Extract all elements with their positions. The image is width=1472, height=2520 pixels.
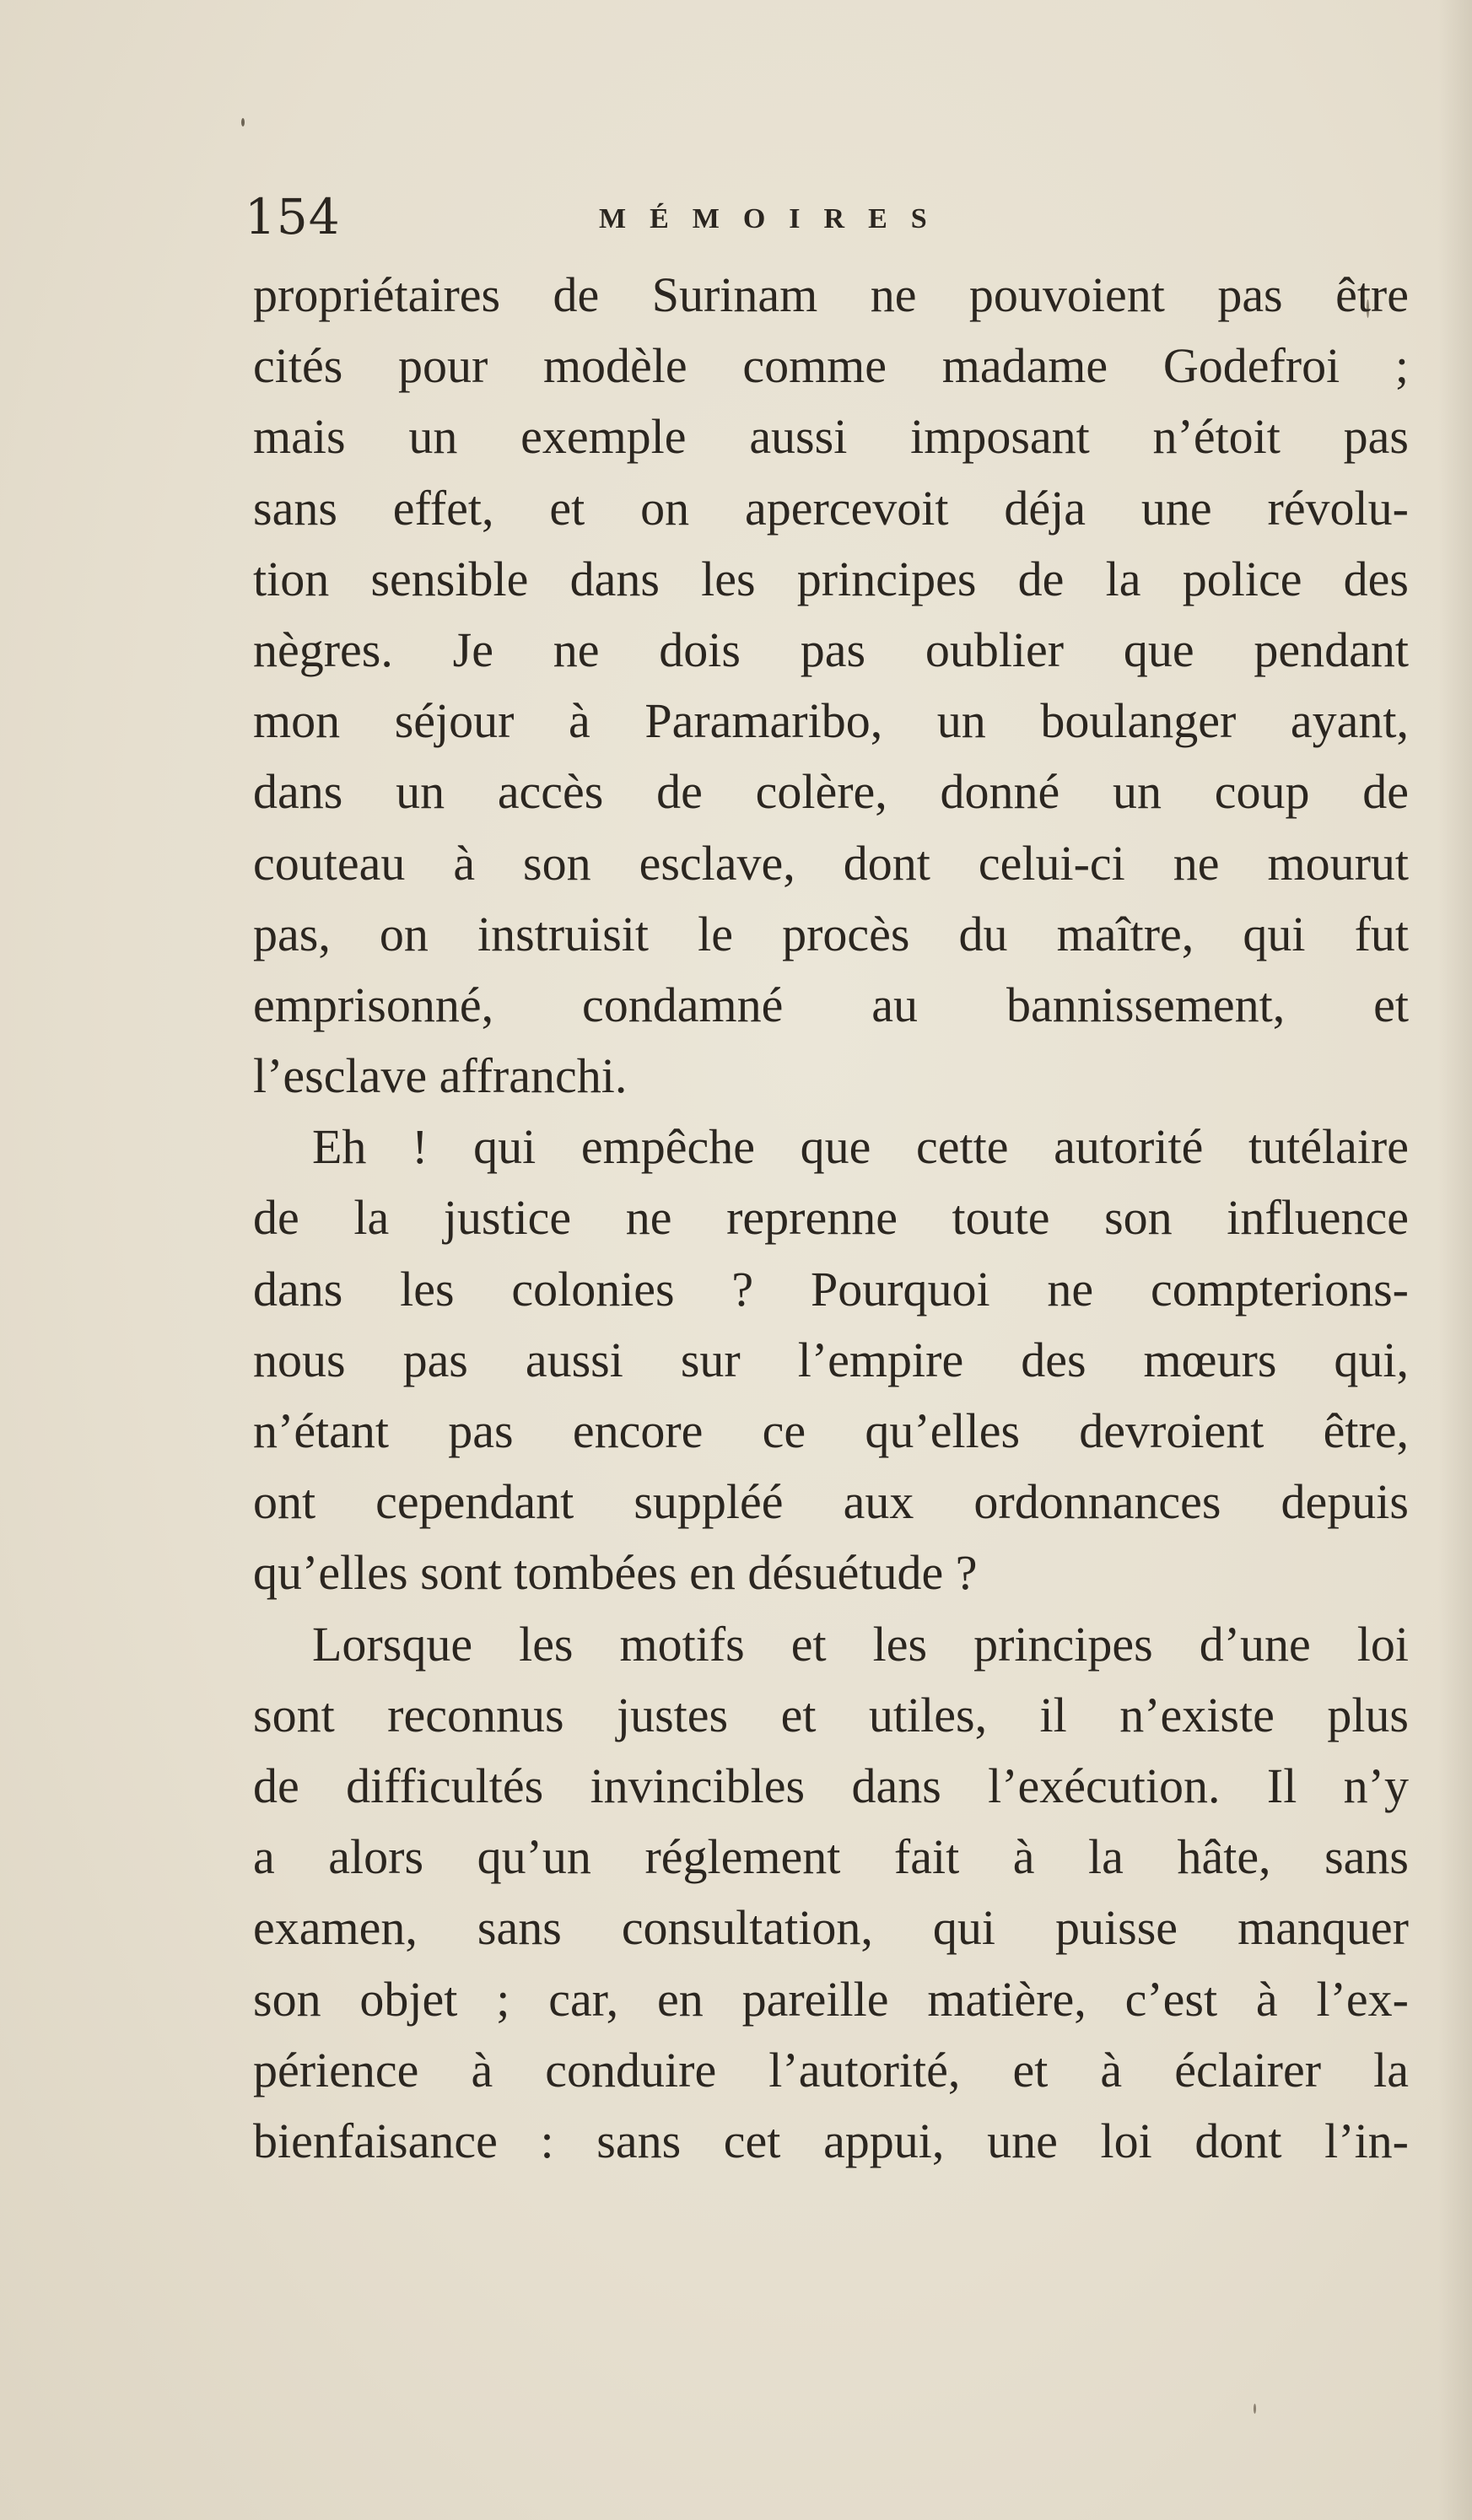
paragraph-start-line: Eh ! qui empêche que cette autorité tutélaire: [312, 1119, 1409, 1175]
page-edge-shadow: [1438, 0, 1472, 2520]
text-line: emprisonné, condamné au bannissement, et: [253, 977, 1409, 1032]
running-head: MÉMOIRES: [599, 203, 951, 234]
text-line: de difficultés invincibles dans l’exécution. Il n’y: [253, 1758, 1409, 1813]
text-line: dans les colonies ? Pourquoi ne compterions-: [253, 1261, 1409, 1317]
text-line: périence à conduire l’autorité, et à éclairer la: [253, 2042, 1409, 2097]
text-line: cités pour modèle comme madame Godefroi ;: [253, 338, 1409, 394]
body-text: [253, 260, 1409, 2177]
text-line: nègres. Je ne dois pas oublier que pendant: [253, 622, 1409, 677]
paragraph-end-line: l’esclave affranchi.: [253, 1048, 628, 1104]
text-line: sans effet, et on apercevoit déja une révolu-: [253, 480, 1409, 536]
text-line: a alors qu’un réglement fait à la hâte, sans: [253, 1829, 1409, 1885]
text-line: dans un accès de colère, donné un coup de: [253, 764, 1409, 820]
text-line: de la justice ne reprenne toute son influence: [253, 1190, 1409, 1246]
paper-speck: [1254, 2404, 1256, 2414]
text-line: bienfaisance : sans cet appui, une loi dont l’in-: [253, 2113, 1409, 2168]
text-line: couteau à son esclave, dont celui-ci ne mourut: [253, 835, 1409, 891]
paragraph-start-line: Lorsque les motifs et les principes d’une loi: [312, 1616, 1409, 1672]
text-line: nous pas aussi sur l’empire des mœurs qui,: [253, 1332, 1409, 1387]
text-line: pas, on instruisit le procès du maître, qui fut: [253, 906, 1409, 961]
text-line: mais un exemple aussi imposant n’étoit pas: [253, 409, 1409, 465]
text-line: n’étant pas encore ce qu’elles devroient être,: [253, 1403, 1409, 1458]
text-line: ont cependant suppléé aux ordonnances depuis: [253, 1474, 1409, 1530]
page-header: [245, 187, 1409, 246]
text-line: mon séjour à Paramaribo, un boulanger ayant,: [253, 693, 1409, 749]
text-line: sont reconnus justes et utiles, il n’existe plus: [253, 1687, 1409, 1742]
page-number: 154: [245, 188, 341, 245]
text-line: examen, sans consultation, qui puisse manquer: [253, 1900, 1409, 1956]
text-line: son objet ; car, en pareille matière, c’est à l’ex-: [253, 1971, 1409, 2027]
text-line: tion sensible dans les principes de la police des: [253, 551, 1409, 606]
text-line: propriétaires de Surinam ne pouvoient pas être: [253, 267, 1409, 322]
paragraph-end-line: qu’elles sont tombées en désuétude ?: [253, 1545, 978, 1601]
paper-speck: [241, 118, 245, 127]
